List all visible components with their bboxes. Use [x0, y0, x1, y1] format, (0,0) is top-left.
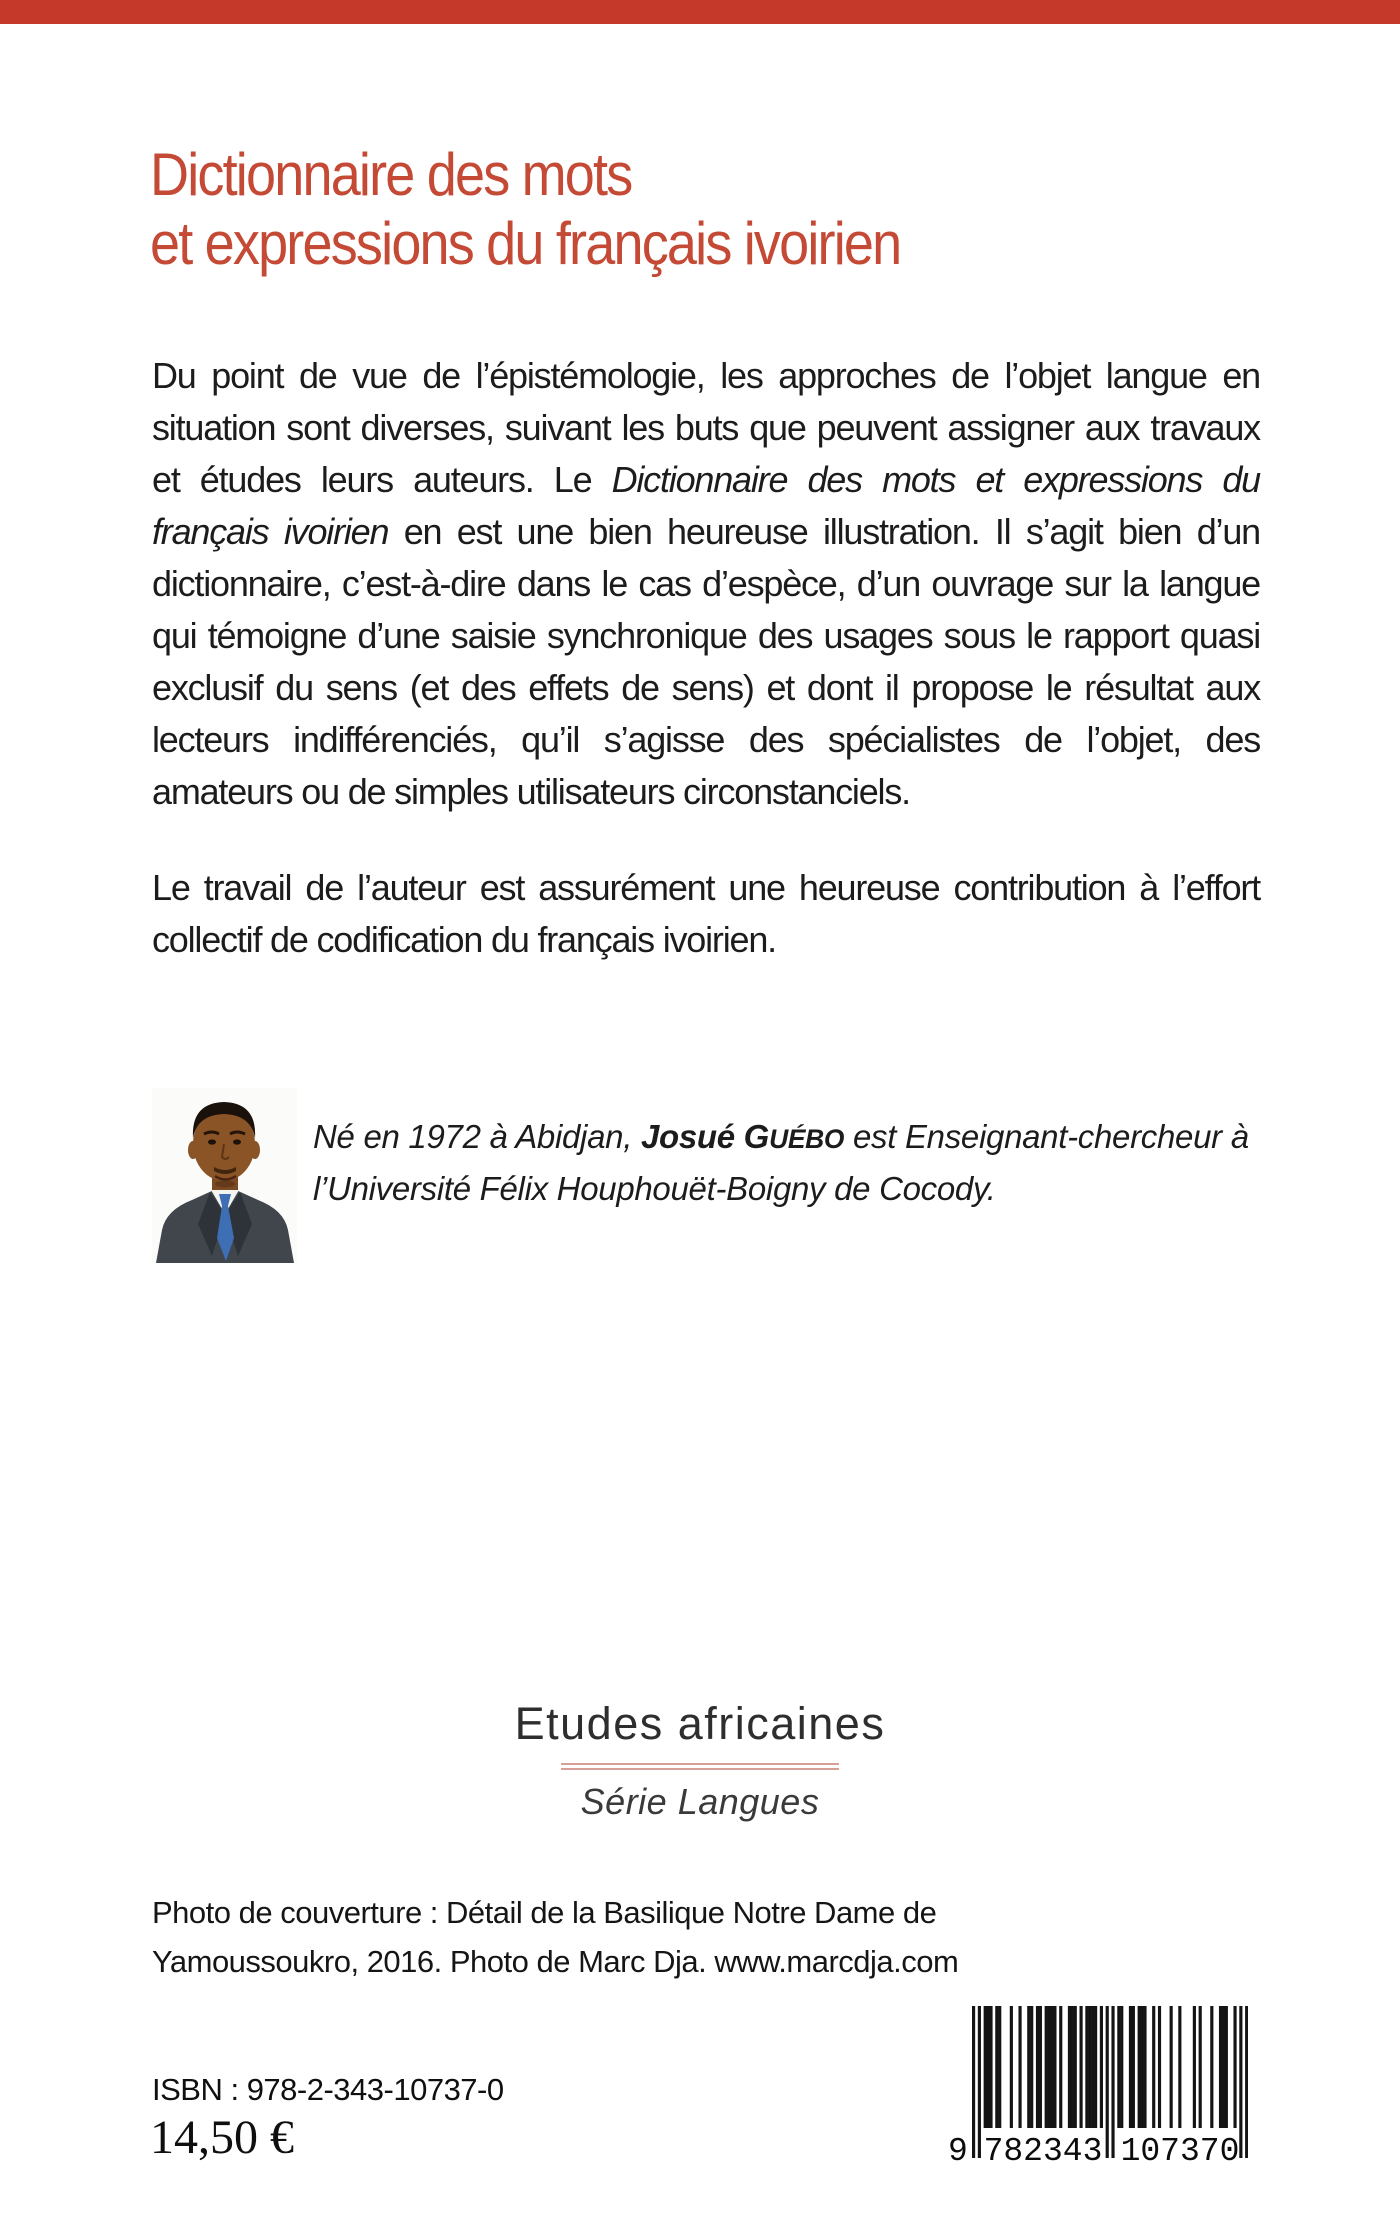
text-run: UÉBO	[769, 1124, 845, 1154]
synopsis	[152, 350, 1260, 1263]
author-section	[152, 1088, 1260, 1263]
cover-photo-credit-line-1: Photo de couverture : Détail de la Basilique Notre Dame de	[152, 1895, 937, 1930]
collection-name: Etudes africaines	[514, 1698, 886, 1749]
collection-block	[0, 1698, 1400, 1823]
book-title	[150, 140, 900, 278]
text-run: Le travail de l’auteur est assurément une heureuse contribution à l’effort collectif de codification du français ivoirien.	[152, 867, 1260, 960]
text-run: Josué G	[640, 1118, 770, 1155]
book-title-line-2: et expressions du français ivoirien	[150, 210, 901, 277]
price-text: 14,50 €	[150, 2111, 294, 2164]
synopsis-paragraph-2	[152, 862, 1260, 966]
text-run: Du point de vue de l’épistémologie, les approches de l’objet langue en situation sont diverses, suivant les buts que peuvent assigner aux travaux et études leurs auteurs. Le	[152, 355, 1260, 500]
text-run: Né en 1972 à Abidjan,	[313, 1118, 641, 1155]
cover-photo-credit	[152, 1888, 958, 1986]
barcode-digits-right: 107370	[1120, 2133, 1240, 2170]
barcode-digit-lead: 9	[948, 2133, 968, 2170]
isbn-text: ISBN : 978-2-343-10737-0	[152, 2072, 504, 2107]
top-color-bar	[0, 0, 1400, 24]
barcode-digits-left: 782343	[983, 2133, 1103, 2170]
series-name: Série Langues	[580, 1781, 820, 1822]
text-run: en est une bien heureuse illustration. Il s’agit bien d’un dictionnaire, c’est-à-dire dans le cas d’espèce, d’un ouvrage sur la langue qui témoigne d’une saisie synchronique des usages sous le rapport quasi exclusif du sens (et des effets de sens) et dont il propose le résultat aux lecteurs indifférenciés, qu’il s’agisse des spécialistes de l’objet, des amateurs ou de simples utilisateurs circonstanciels.	[152, 511, 1260, 812]
barcode	[948, 2006, 1260, 2172]
book-title-line-1: Dictionnaire des mots	[150, 141, 632, 208]
cover-photo-credit-line-2: Yamoussoukro, 2016. Photo de Marc Dja. www.marcdja.com	[152, 1944, 959, 1979]
text-run: est Enseignant-chercheur à l’Université Félix Houphouët-Boigny de Cocody.	[313, 1118, 1249, 1207]
author-photo	[152, 1088, 297, 1263]
synopsis-paragraph-1	[152, 350, 1260, 818]
collection-rule	[561, 1763, 839, 1770]
author-photo-graphic	[152, 1088, 297, 1263]
author-bio	[313, 1088, 1260, 1263]
text-run: Dictionnaire des mots et expressions du français ivoirien	[152, 459, 1260, 552]
